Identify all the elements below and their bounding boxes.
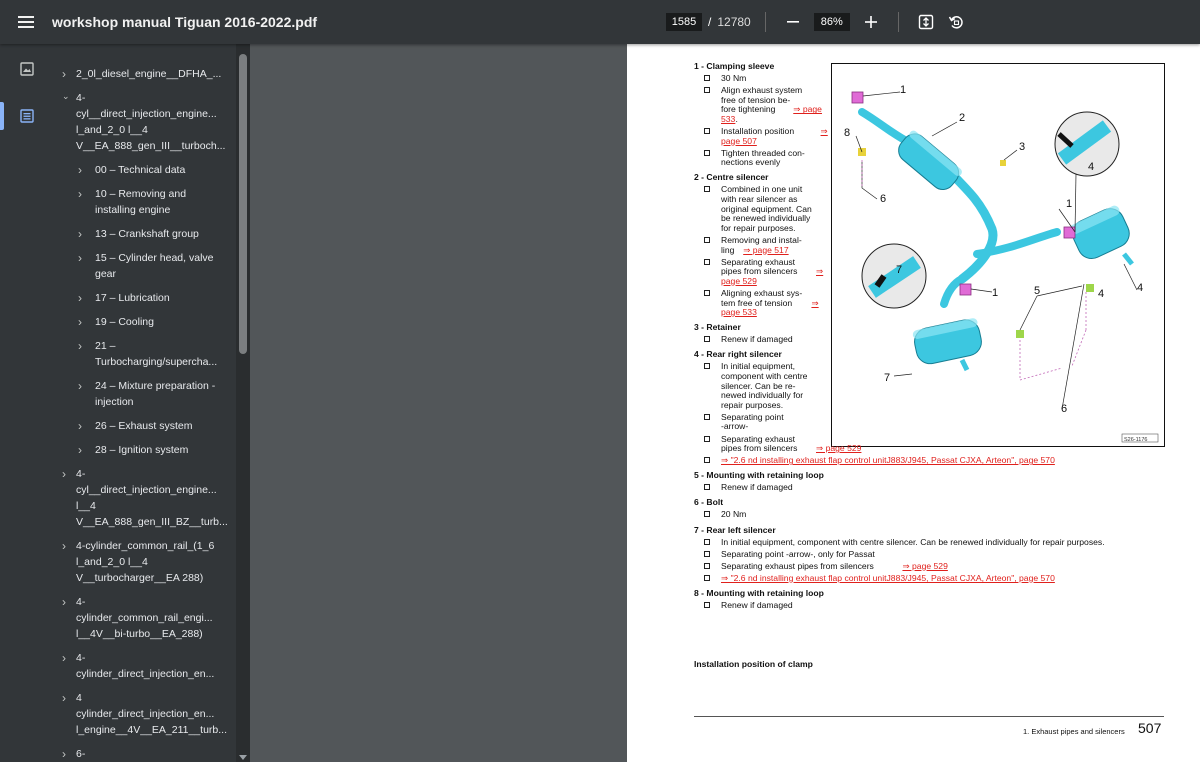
- bullet-text: nections evenly: [721, 157, 781, 168]
- figure-callout: 5: [1034, 285, 1041, 297]
- fit-page-icon: [918, 14, 934, 30]
- checkbox-icon: [704, 336, 710, 342]
- checkbox-icon: [704, 602, 710, 608]
- checkbox-icon: [704, 551, 710, 557]
- fit-to-page-button[interactable]: [913, 9, 939, 35]
- checkbox-icon: [704, 186, 710, 192]
- outline-item[interactable]: [78, 338, 217, 370]
- chevron-right-icon[interactable]: ›: [78, 187, 82, 201]
- figure-callout: 6: [880, 193, 887, 205]
- chevron-right-icon[interactable]: ›: [62, 747, 66, 761]
- figure-callout: 1: [1066, 198, 1073, 210]
- page-link[interactable]: ⇒ "2.6 nd installing exhaust flap control unitJ883/J945, Passat CJXA, Arteon", page 570: [721, 455, 1055, 466]
- checkbox-icon: [704, 237, 710, 243]
- subheading: Installation position of clamp: [694, 659, 813, 669]
- bullet-text: original equipment. Can: [721, 203, 812, 214]
- outline-item-label: 17 – Lubrication: [95, 292, 170, 304]
- bullet-text: In initial equipment,: [721, 361, 796, 372]
- chevron-right-icon[interactable]: ›: [78, 443, 82, 457]
- thumbnail-icon: [20, 62, 34, 76]
- chevron-right-icon[interactable]: ›: [78, 163, 82, 177]
- thumbnails-button[interactable]: [14, 56, 40, 82]
- chevron-right-icon[interactable]: ›: [78, 419, 82, 433]
- side-rail: [0, 44, 52, 762]
- bullet-text: Renew if damaged: [721, 599, 793, 610]
- page-zoom-controls: [666, 0, 969, 44]
- checkbox-icon: [704, 511, 710, 517]
- checkbox-icon: [704, 484, 710, 490]
- section-heading: 2 - Centre silencer: [694, 172, 769, 183]
- page-link[interactable]: ⇒: [820, 126, 828, 136]
- pdf-page: [627, 44, 1200, 762]
- chevron-right-icon[interactable]: ›: [62, 539, 66, 553]
- page-link[interactable]: 533: [721, 113, 736, 124]
- plus-icon: [865, 16, 877, 28]
- chevron-right-icon[interactable]: ›: [78, 251, 82, 265]
- section-heading: 3 - Retainer: [694, 322, 741, 333]
- document-title: workshop manual Tiguan 2016-2022.pdf: [52, 14, 318, 30]
- hamburger-icon: [18, 15, 34, 29]
- outline-item-label: 4- cylinder_common_rail_engi... l__4V__bi-turbo__EA_288): [76, 596, 213, 640]
- bullet-text: for repair purposes.: [721, 222, 796, 233]
- bullet-text: tem free of tension: [721, 297, 793, 308]
- section-heading: 6 - Bolt: [694, 497, 724, 508]
- bullet-suffix: .: [735, 113, 738, 124]
- footer-text: 1. Exhaust pipes and silencers: [1023, 727, 1125, 736]
- chevron-right-icon[interactable]: ›: [62, 691, 66, 705]
- toolbar-divider-2: [898, 12, 899, 32]
- outline-item[interactable]: [62, 90, 225, 154]
- bullet-text: 30 Nm: [721, 73, 747, 83]
- outline-item[interactable]: [62, 66, 221, 82]
- outline-item-label: 4-cylinder_common_rail_(1_6 l_and_2_0 l__4 V__turbocharger__EA 288): [76, 540, 215, 584]
- checkbox-icon: [704, 563, 710, 569]
- bullet-text: Aligning exhaust sys-: [721, 287, 803, 298]
- outline-item[interactable]: [78, 290, 170, 306]
- outline-item-label: 4 cylinder_direct_injection_en... l_engine__4V__EA_211__turb...: [76, 692, 228, 736]
- bullet-text: 20 Nm: [721, 509, 747, 520]
- bullet-text: with rear silencer as: [721, 194, 798, 204]
- page-link[interactable]: page 533: [721, 307, 757, 318]
- page-link[interactable]: ⇒ page 529: [816, 443, 862, 454]
- bullet-text: Installation position: [721, 126, 795, 136]
- footer-rule: [694, 716, 1164, 717]
- exhaust-diagram: [832, 64, 1164, 446]
- chevron-right-icon[interactable]: ›: [62, 467, 66, 481]
- page-link[interactable]: ⇒ page: [793, 104, 822, 115]
- figure-callout: 4: [1137, 282, 1144, 294]
- bullet-text: Separating point: [721, 411, 784, 422]
- viewer-toolbar: [0, 0, 1200, 44]
- outline-item-label: 24 – Mixture preparation - injection: [95, 380, 216, 408]
- outline-icon: [20, 109, 34, 123]
- bullet-text: fore tightening: [721, 104, 776, 115]
- page-separator: /: [708, 15, 712, 29]
- outline-item-label: 21 – Turbocharging/supercha...: [95, 340, 218, 368]
- figure-callout: 6: [1061, 403, 1068, 415]
- bullet-text: Separating exhaust: [721, 433, 796, 444]
- outline-item[interactable]: [62, 690, 227, 738]
- toolbar-divider: [765, 12, 766, 32]
- outline-item[interactable]: [78, 162, 185, 178]
- figure-callout: 2: [959, 112, 966, 124]
- exhaust-system-figure: [831, 63, 1165, 447]
- zoom-input[interactable]: 86%: [814, 13, 850, 31]
- bullet-text: In initial equipment, component with centre silencer. Can be renewed individually for repair purposes.: [721, 536, 1105, 547]
- figure-callout: 7: [884, 372, 891, 384]
- bullet-text: free of tension be-: [721, 94, 791, 105]
- bullet-text: pipes from silencers: [721, 266, 798, 277]
- checkbox-icon: [704, 539, 710, 545]
- checkbox-icon: [704, 414, 710, 420]
- checkbox-icon: [704, 436, 710, 442]
- bullet-text: Separating point -arrow-, only for Passat: [721, 548, 875, 559]
- outline-button[interactable]: [14, 103, 40, 129]
- bullet-text: Align exhaust system: [721, 85, 803, 96]
- figure-callout: 8: [844, 127, 851, 139]
- figure-callout: 7: [896, 264, 903, 276]
- bullet-text: Renew if damaged: [721, 334, 793, 345]
- bullet-text: repair purposes.: [721, 399, 784, 410]
- outline-item[interactable]: [62, 594, 213, 642]
- bullet-text: Tighten threaded con-: [721, 147, 805, 158]
- page-link[interactable]: ⇒ page 529: [902, 560, 948, 571]
- figure-callout: 4: [1088, 161, 1095, 173]
- page-link[interactable]: page 507: [721, 135, 757, 146]
- checkbox-icon: [704, 75, 710, 81]
- outline-item-label: 6-: [76, 748, 86, 760]
- outline-item-label: 26 – Exhaust system: [95, 420, 193, 432]
- outline-scrollbar[interactable]: [236, 44, 250, 762]
- outline-item[interactable]: [78, 418, 192, 434]
- bullet-text: be renewed individually: [721, 213, 811, 224]
- outline-item-label: 15 – Cylinder head, valve gear: [95, 252, 214, 280]
- checkbox-icon: [704, 363, 710, 369]
- chevron-down-icon[interactable]: ⌄: [62, 91, 70, 101]
- checkbox-icon: [704, 150, 710, 156]
- bullet-text: Separating exhaust: [721, 256, 796, 267]
- checkbox-icon: [704, 259, 710, 265]
- outline-item-label: 4- cyl__direct_injection_engine... l__4 V__EA_888_gen_III_BZ__turb...: [76, 468, 228, 528]
- outline-item[interactable]: [78, 186, 186, 218]
- page-link[interactable]: ⇒: [811, 297, 819, 308]
- bullet-text: -arrow-: [721, 421, 749, 432]
- outline-item-label: 13 – Crankshaft group: [95, 228, 199, 240]
- section-heading: 7 - Rear left silencer: [694, 524, 776, 535]
- chevron-right-icon[interactable]: ›: [78, 379, 82, 393]
- bullet-text: component with centre: [721, 370, 808, 381]
- outline-item-label: 4- cyl__direct_injection_engine... l_and_2_0 l__4 V__EA_888_gen_III__turboch...: [76, 92, 226, 152]
- outline-item[interactable]: [78, 314, 154, 330]
- rotate-icon: [948, 14, 964, 30]
- chevron-right-icon[interactable]: ›: [78, 339, 82, 353]
- zoom-out-button[interactable]: [780, 9, 806, 35]
- bullet-text: Combined in one unit: [721, 184, 803, 195]
- outline-item[interactable]: [62, 650, 214, 682]
- minus-icon: [787, 16, 799, 28]
- figure-callout: 4: [1098, 288, 1105, 300]
- page-number-input[interactable]: 1585: [666, 13, 702, 31]
- rotate-button[interactable]: [943, 9, 969, 35]
- chevron-right-icon[interactable]: ›: [62, 595, 66, 609]
- checkbox-icon: [704, 457, 710, 463]
- chevron-right-icon[interactable]: ›: [78, 315, 82, 329]
- checkbox-icon: [704, 290, 710, 296]
- page-link[interactable]: ⇒ "2.6 nd installing exhaust flap control unitJ883/J945, Passat CJXA, Arteon", page 570: [721, 572, 1055, 583]
- section-heading: 5 - Mounting with retaining loop: [694, 470, 824, 481]
- checkbox-icon: [704, 87, 710, 93]
- outline-panel: [52, 44, 236, 762]
- bullet-text: newed individually for: [721, 390, 804, 401]
- scroll-down-arrow-icon[interactable]: [239, 755, 247, 760]
- outline-item[interactable]: [78, 442, 188, 458]
- page-link[interactable]: ⇒ page 517: [743, 244, 789, 255]
- outline-item-label: 28 – Ignition system: [95, 444, 189, 456]
- menu-button[interactable]: [0, 0, 52, 44]
- bullet-text: Separating exhaust pipes from silencers: [721, 560, 874, 571]
- active-indicator: [0, 102, 4, 130]
- section-heading: 1 - Clamping sleeve: [694, 61, 775, 71]
- outline-item[interactable]: [78, 378, 215, 410]
- outline-item[interactable]: [78, 226, 199, 242]
- bullet-text: pipes from silencers: [721, 443, 798, 454]
- bullet-text: ling: [721, 244, 735, 255]
- page-link[interactable]: page 529: [721, 275, 757, 286]
- outline-item-label: 00 – Technical data: [95, 164, 186, 176]
- figure-id: S26-1176: [1124, 437, 1148, 443]
- outline-item[interactable]: [78, 250, 214, 282]
- chevron-right-icon[interactable]: ›: [78, 291, 82, 305]
- outline-item-label: 10 – Removing and installing engine: [95, 188, 187, 216]
- section-heading: 4 - Rear right silencer: [694, 349, 782, 360]
- outline-item[interactable]: [62, 466, 228, 530]
- outline-item[interactable]: [62, 746, 85, 762]
- outline-item-label: 4- cylinder_direct_injection_en...: [76, 652, 215, 680]
- checkbox-icon: [704, 575, 710, 581]
- chevron-right-icon[interactable]: ›: [62, 67, 66, 81]
- bullet-text: Removing and instal-: [721, 234, 802, 245]
- total-pages: 12780: [717, 15, 751, 29]
- bullet-text: silencer. Can be re-: [721, 380, 796, 391]
- outline-item-label: 19 – Cooling: [95, 316, 154, 328]
- figure-callout: 1: [900, 84, 907, 96]
- outline-item[interactable]: [62, 538, 214, 586]
- chevron-right-icon[interactable]: ›: [62, 651, 66, 665]
- figure-callout: 3: [1019, 141, 1026, 153]
- figure-callout: 1: [992, 287, 999, 299]
- zoom-in-button[interactable]: [858, 9, 884, 35]
- checkbox-icon: [704, 128, 710, 134]
- scrollbar-thumb[interactable]: [239, 54, 247, 354]
- chevron-right-icon[interactable]: ›: [78, 227, 82, 241]
- bullet-text: Renew if damaged: [721, 482, 793, 493]
- page-link[interactable]: ⇒: [816, 266, 824, 277]
- outline-item-label: 2_0l_diesel_engine__DFHA_...: [76, 68, 222, 80]
- section-heading: 8 - Mounting with retaining loop: [694, 587, 824, 598]
- footer-page-number: 507: [1138, 720, 1162, 736]
